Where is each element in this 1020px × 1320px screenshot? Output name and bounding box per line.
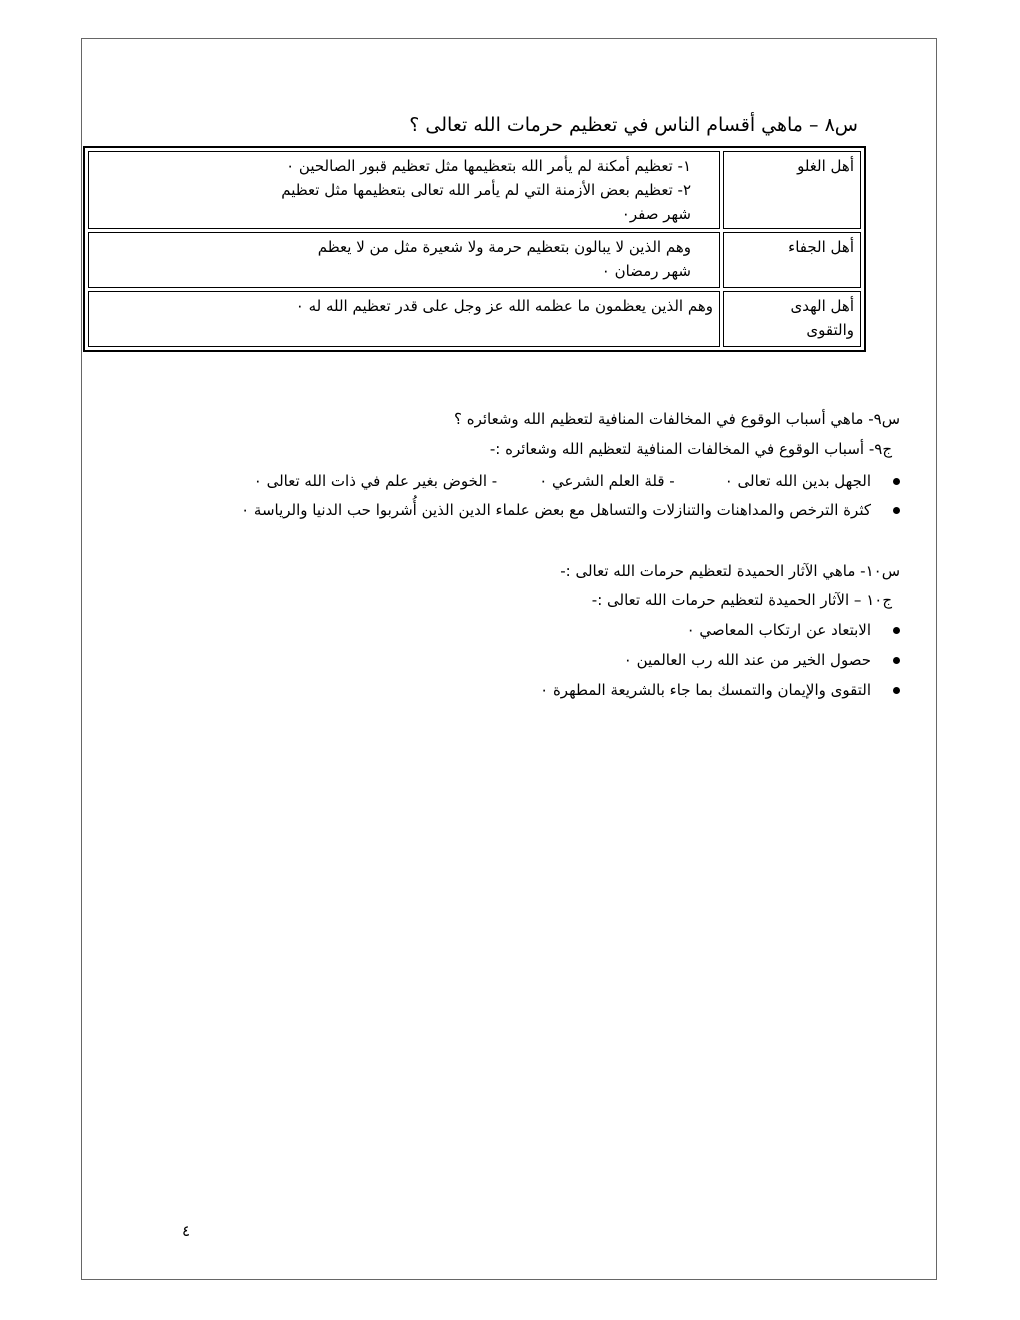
bullet-icon (893, 687, 900, 694)
list-item (241, 501, 900, 519)
effect-text: التقوى والإيمان والتمسك بما جاء بالشريعة المطهرة ٠ (540, 681, 871, 699)
answer-10-heading: ج١٠ – الآثار الحميدة لتعظيم حرمات الله تعالى :- (591, 591, 892, 609)
table-row (88, 151, 861, 229)
cause-text: الجهل بدين الله تعالى ٠ (724, 472, 871, 490)
list-item (687, 621, 900, 639)
bullet-icon (893, 627, 900, 634)
answer-9-heading: ج٩- أسباب الوقوع في المخالفات المنافية لتعظيم الله وشعائره :- (489, 440, 892, 458)
bullet-icon (893, 507, 900, 514)
cause-text: - قلة العلم الشرعي ٠ (539, 472, 675, 490)
row-label: أهل الغلو (723, 151, 861, 229)
categories-table (83, 146, 866, 352)
effect-text: حصول الخير من عند الله رب العالمين ٠ (623, 651, 871, 669)
row-line: وهم الذين لا يبالون بتعظيم حرمة ولا شعيرة مثل من لا يعظم (317, 238, 691, 256)
list-item (254, 472, 900, 490)
row-line: وهم الذين يعظمون ما عظمه الله عز وجل على قدر تعظيم الله له ٠ (295, 297, 713, 315)
list-item (540, 681, 900, 699)
row-content (88, 291, 720, 347)
row-line: شهر صفر٠ (621, 205, 691, 223)
row-label-line: والتقوى (806, 321, 854, 339)
table-row (88, 291, 861, 347)
cause-text: - الخوض بغير علم في ذات الله تعالى ٠ (253, 472, 498, 490)
bullet-icon (893, 478, 900, 485)
question-8: س٨ – ماهي أقسام الناس في تعظيم حرمات الله تعالى ؟ (409, 114, 858, 136)
question-9: س٩- ماهي أسباب الوقوع في المخالفات المنافية لتعظيم الله وشعائره ؟ (453, 410, 900, 428)
row-label: أهل الجفاء (723, 232, 861, 288)
row-line: ٢- تعظيم بعض الأزمنة التي لم يأمر الله تعالى بتعظيمها مثل تعظيم (281, 181, 691, 199)
bullet-icon (893, 657, 900, 664)
row-line: شهر رمضان ٠ (601, 262, 691, 280)
list-item (624, 651, 900, 669)
cause-text: كثرة الترخص والمداهنات والتنازلات والتساهل مع بعض علماء الدين الذين أُشربوا حب الدنيا والرياسة ٠ (241, 501, 871, 519)
row-label (723, 291, 861, 347)
question-10: س١٠- ماهي الآثار الحميدة لتعظيم حرمات الله تعالى :- (560, 562, 900, 580)
row-content (88, 151, 720, 229)
effect-text: الابتعاد عن ارتكاب المعاصي ٠ (686, 621, 871, 639)
row-line: ١- تعظيم أمكنة لم يأمر الله بتعظيمها مثل تعظيم قبور الصالحين ٠ (286, 157, 691, 175)
row-content (88, 232, 720, 288)
page-number: ٤ (182, 1222, 191, 1240)
table-row (88, 232, 861, 288)
row-label-line: أهل الهدى (790, 297, 854, 315)
